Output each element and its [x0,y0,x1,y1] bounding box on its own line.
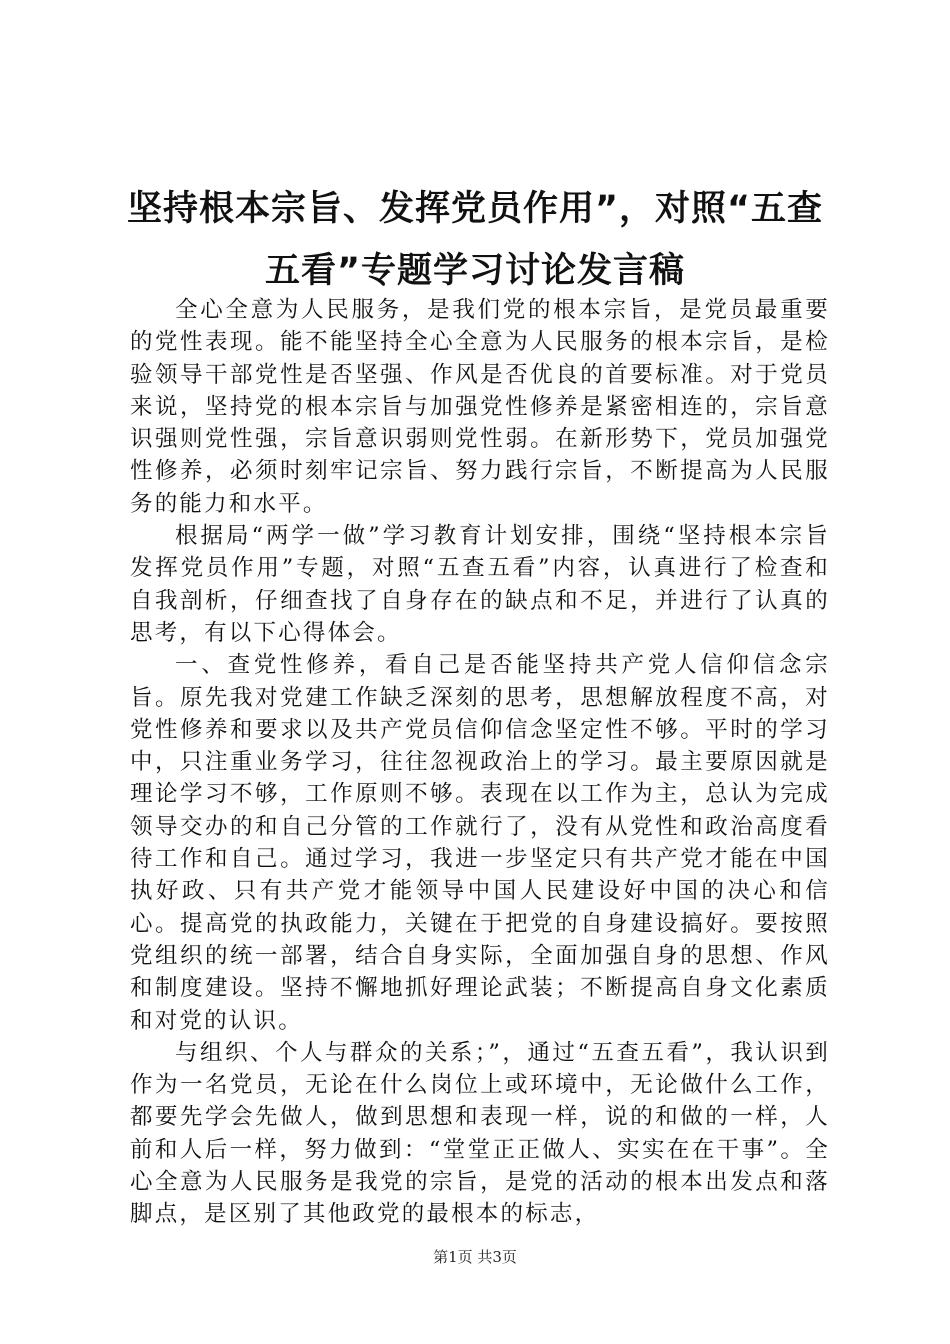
page-footer: 第1页 共3页 [433,1248,517,1266]
title-line-1: 坚持根本宗旨、发挥党员作用”，对照“五查 [126,189,823,229]
paragraph-1: 全心全意为人民服务，是我们党的根本宗旨，是党员最重要的党性表现。能不能坚持全心全意为人民服务的根本宗旨，是检验领导干部党性是否坚强、作风是否优良的首要标准。对于党员来说，坚持党的根本宗旨与加强党性修养是紧密相连的，宗旨意识强则党性强，宗旨意识弱则党性弱。在新形势下，党员加强党性修养，必须时刻牢记宗旨、努力践行宗旨，不断提高为人民服务的能力和水平。 [130,297,830,517]
title-line-2: 五看”专题学习讨论发言稿 [264,251,685,291]
paragraph-2: 根据局“两学一做”学习教育计划安排，围绕“坚持根本宗旨发挥党员作用”专题，对照“五查五看”内容，认真进行了检查和自我剖析，仔细查找了自身存在的缺点和不足，并进行了认真的思考，有以下心得体会。 [130,523,830,646]
document-title [0,178,950,302]
paragraph-3: 一、查党性修养，看自己是否能坚持共产党人信仰信念宗旨。原先我对党建工作缺乏深刻的思考，思想解放程度不高，对党性修养和要求以及共产党员信仰信念坚定性不够。平时的学习中，只注重业务学习，往往忽视政治上的学习。最主要原因就是理论学习不够，工作原则不够。表现在以工作为主，总认为完成领导交办的和自己分管的工作就行了，没有从党性和政治高度看待工作和自己。通过学习，我进一步坚定只有共产党才能在中国执好政、只有共产党才能领导中国人民建设好中国的决心和信心。提高党的执政能力，关键在于把党的自身建设搞好。要按照党组织的统一部署，结合自身实际，全面加强自身的思想、作风和制度建设。坚持不懈地抓好理论武装；不断提高自身文化素质和对党的认识。 [130,652,830,1034]
document-body [130,294,830,1231]
paragraph-4: 与组织、个人与群众的关系；”，通过“五查五看”，我认识到作为一名党员，无论在什么岗位上或环境中，无论做什么工作，都要先学会先做人，做到思想和表现一样，说的和做的一样，人前和人后一样，努力做到：“堂堂正正做人、实实在在干事”。全心全意为人民服务是我党的宗旨，是党的活动的根本出发点和落脚点，是区别了其他政党的最根本的标志， [130,1039,830,1228]
